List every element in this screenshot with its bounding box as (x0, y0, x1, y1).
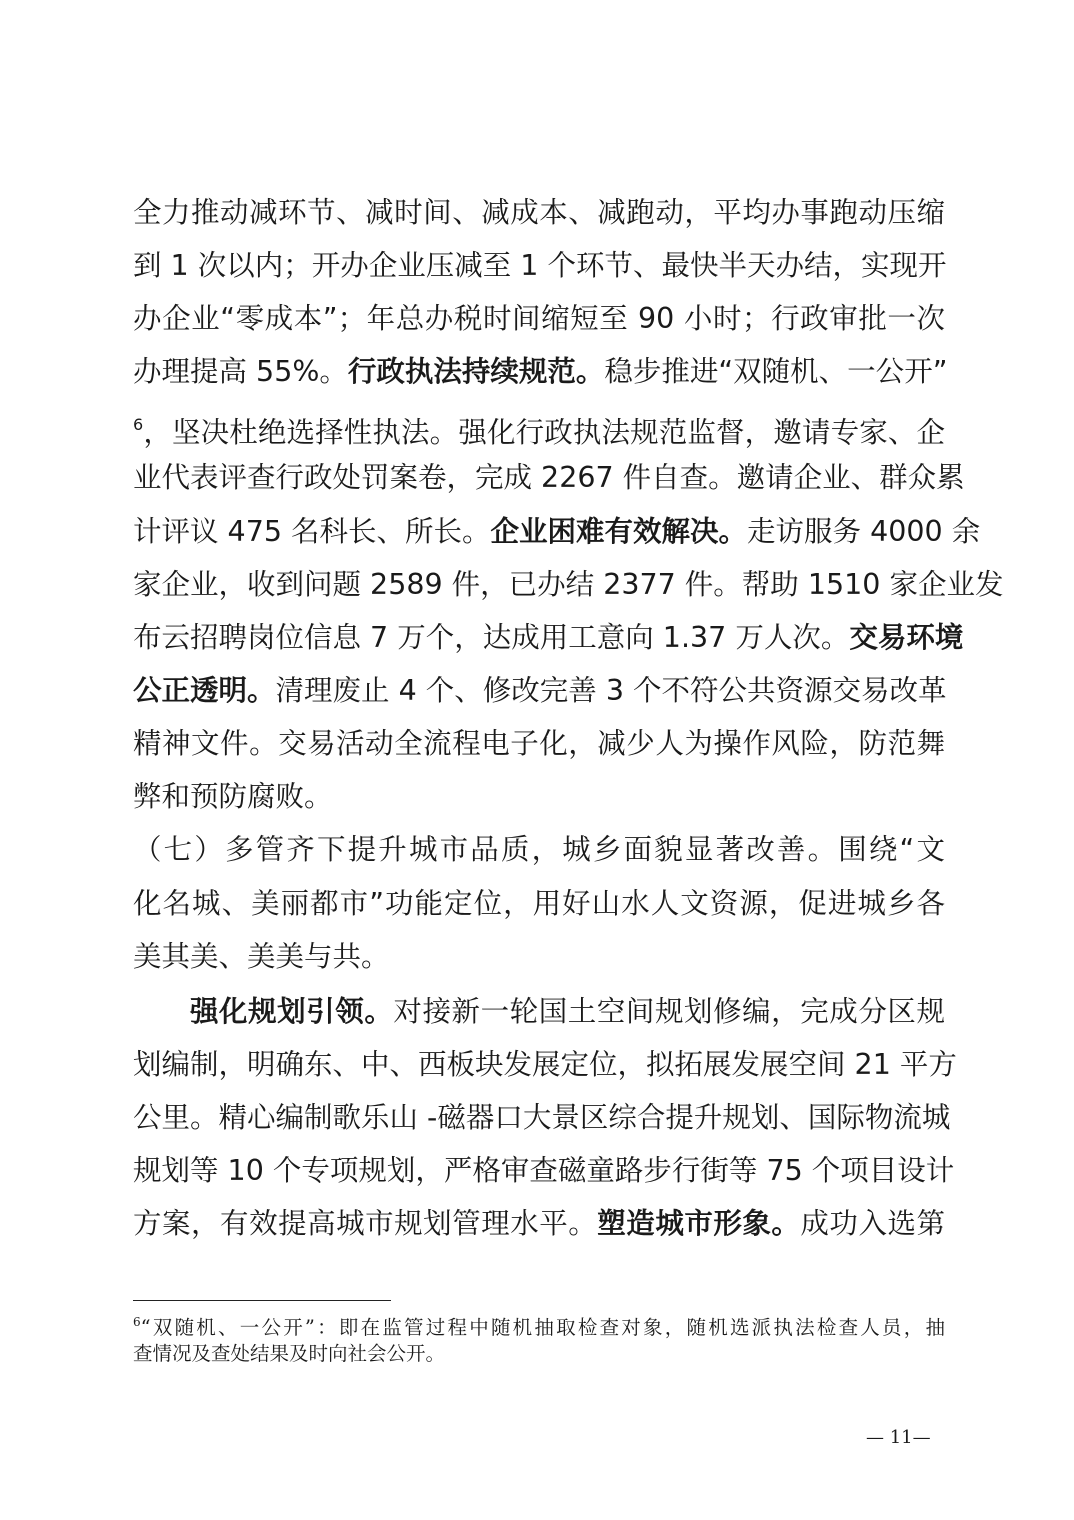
body-line: 划编制，明确东、中、西板块发展定位，拟拓展发展空间 21 平方 (133, 1048, 957, 1081)
body-line: 计评议 475 名科长、所长。企业困难有效解决。走访服务 4000 余 (133, 515, 981, 548)
body-line: 办理提高 55%。行政执法持续规范。稳步推进“双随机、一公开” (133, 355, 948, 388)
footnote-marker: 6 (133, 1315, 141, 1329)
page-number: — 11— (866, 1427, 931, 1448)
body-line: $^6$，坚决杜绝选择性执法。强化行政执法规范监督，邀请专家、企 (133, 415, 945, 449)
body-line: 弊和预防腐败。 (133, 780, 333, 813)
footnote-line: 查情况及查处结果及时向社会公开。 (133, 1342, 446, 1365)
body-line: 全力推动减环节、减时间、减成本、减跑动，平均办事跑动压缩 (133, 196, 945, 229)
body-line: 精神文件。交易活动全流程电子化，减少人为操作风险，防范舞 (133, 727, 945, 760)
body-line: 强化规划引领。对接新一轮国土空间规划修编，完成分区规 (190, 995, 945, 1028)
body-line: 到 1 次以内；开办企业压减至 1 个环节、最快半天办结，实现开 (133, 249, 947, 282)
section-heading-line: （七）多管齐下提升城市品质，城乡面貌显著改善。围绕“文 (133, 833, 945, 866)
body-line: 美其美、美美与共。 (133, 940, 390, 973)
body-line: 布云招聘岗位信息 7 万个，达成用工意向 1.37 万人次。交易环境 (133, 621, 964, 654)
body-line: 方案，有效提高城市规划管理水平。塑造城市形象。成功入选第 (133, 1207, 945, 1240)
body-line: 公正透明。清理废止 4 个、修改完善 3 个不符公共资源交易改革 (133, 674, 947, 707)
body-line: 公里。精心编制歌乐山 -磁器口大景区综合提升规划、国际物流城 (133, 1101, 951, 1134)
footnote-line: $^6$“双随机、一公开”：即在监管过程中随机抽取检查对象，随机选派执法检查人员，抽 (133, 1315, 945, 1339)
body-line: 规划等 10 个专项规划，严格审查磁童路步行街等 75 个项目设计 (133, 1154, 955, 1187)
section-heading: （七）多管齐下提升城市品质，城乡面貌显著改善。 (133, 833, 839, 866)
bold-heading-planning: 强化规划引领。 (190, 995, 394, 1028)
footnote-ref: 6 (133, 415, 144, 434)
body-line: 家企业，收到问题 2589 件，已办结 2377 件。帮助 1510 家企业发 (133, 568, 1004, 601)
bold-heading-trade: 交易环境 (849, 621, 964, 654)
body-line: 化名城、美丽都市”功能定位，用好山水人文资源，促进城乡各 (133, 887, 945, 920)
body-line: 办企业“零成本”；年总办税时间缩短至 90 小时；行政审批一次 (133, 302, 945, 335)
bold-heading-enterprise: 企业困难有效解决。 (490, 515, 748, 548)
bold-heading-city-image: 塑造城市形象。 (597, 1207, 801, 1240)
footnote-separator (133, 1300, 391, 1301)
bold-heading-law-enforcement: 行政执法持续规范。 (347, 355, 605, 388)
body-line: 业代表评查行政处罚案卷，完成 2267 件自查。邀请企业、群众累 (133, 461, 965, 494)
